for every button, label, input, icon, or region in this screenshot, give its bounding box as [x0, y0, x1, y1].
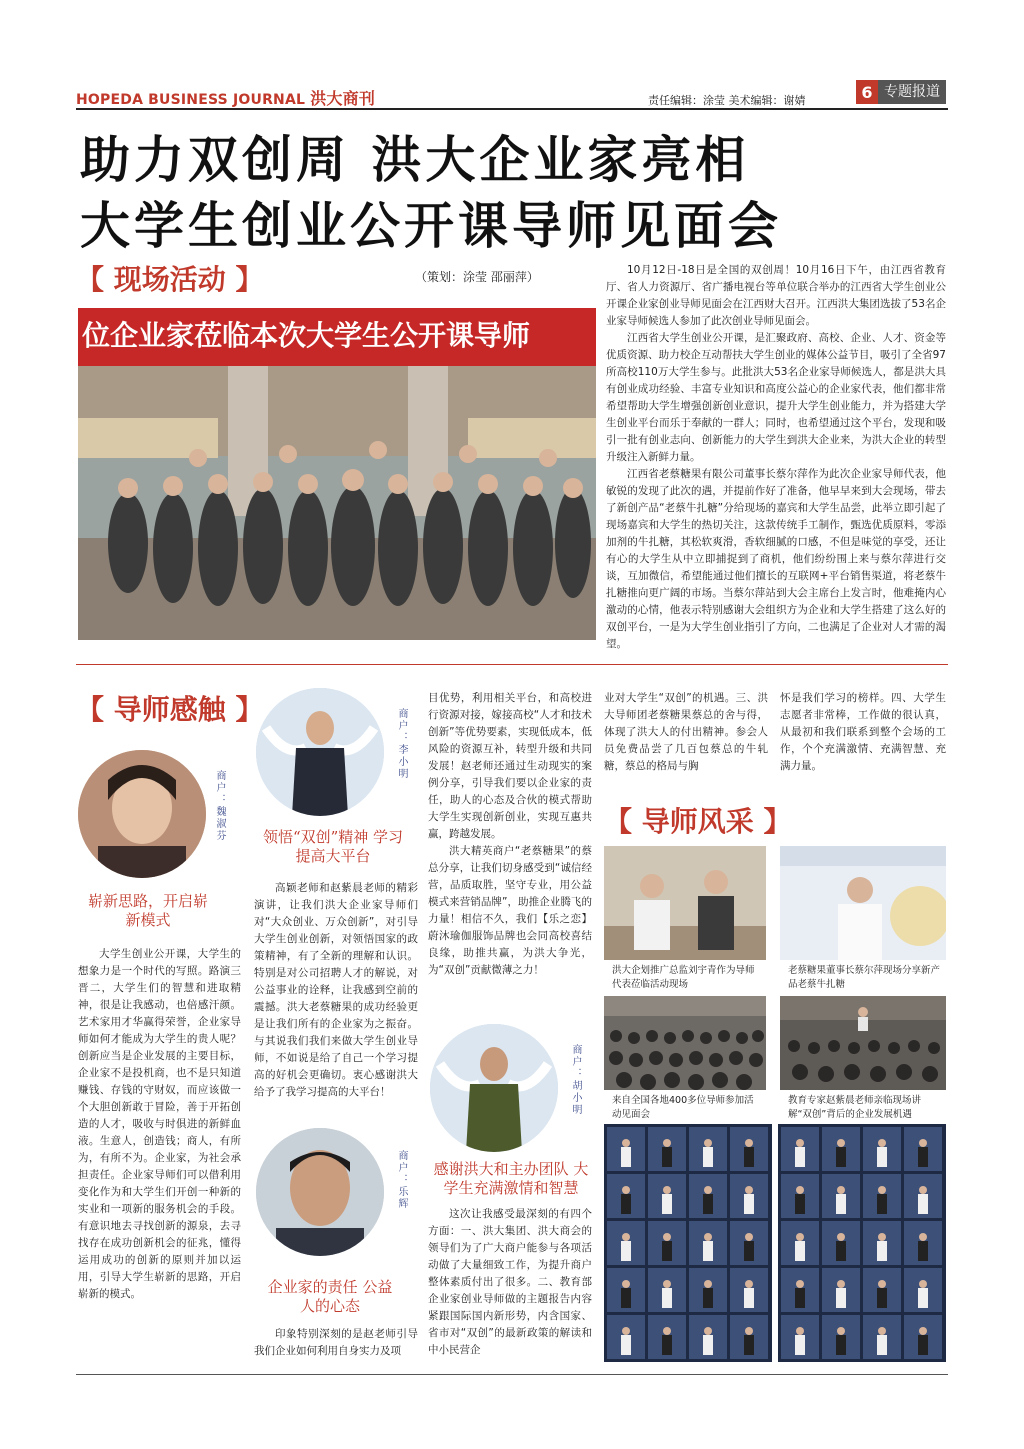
article-continued: [428, 690, 592, 979]
mentor-thumbnail: [648, 1174, 686, 1218]
credits: （策划：涂莹 邵丽萍）: [415, 270, 539, 284]
portrait-illustration: [256, 1128, 384, 1256]
paragraph: 目优势，利用相关平台，和高校进行资源对接，嫁接高校“人才和技术创新”等优势要素，实现低成本，低风险的资源互补，转型升级和共同发展！赵老师还通过生动现实的案例分享，引导我们要以企业家的责任，助人的心态及合伙的模式帮助大学生实现创新创业，实现互惠共赢，跨越发展。: [428, 692, 592, 840]
live-paragraph-3: 江西省老蔡糖果有限公司董事长蔡尔萍作为此次企业家导师代表，他敏锐的发现了此次的遇，并提前作好了准备，他早早来到大会现场，带去了新创产品“老蔡牛扎糖”分给现场的嘉宾和大学生品尝，此举立即引起了现场嘉宾和大学生的热切关注，这款传统手工制作，甄选优质原料，零添加剂的牛扎糖，其松软爽滑，香软细腻的口感，不但是味觉的享受，还让有心的大学生从中立即捕捉到了商机，他们纷纷围上来与蔡尔萍进行交谈，互加微信，希望能通过他们擅长的互联网+平台销售渠道，将老蔡牛扎糖推向更广阔的市场。当蔡尔萍站到大会主席台上发言时，他难掩内心激动的心情，他表示特别感谢大会组织方为企业和大学生搭建了这么好的双创平台，一是为大学生创业指引了方向，二也满足了企业对人才需的渴望。: [606, 468, 946, 650]
portrait-wei-shufen: [78, 750, 206, 878]
header-rule: [76, 108, 948, 110]
mentor-thumbnail: [904, 1127, 942, 1171]
mentor-thumbnail: [863, 1268, 901, 1312]
portrait-illustration: [256, 688, 384, 816]
section-divider: [76, 664, 948, 665]
group-photo-illustration: [78, 308, 596, 640]
mentor-thumbnail: [730, 1174, 768, 1218]
mentor-thumbnail: [822, 1127, 860, 1171]
mentor-thumbnail: [689, 1268, 727, 1312]
caption-zhao-zichen: 教育专家赵紫晨老师亲临现场讲解“双创”背后的企业发展机遇: [788, 1095, 922, 1120]
page-number: 6: [856, 80, 878, 104]
mentor-thumbnail: [607, 1174, 645, 1218]
headline-le-hui: 企业家的责任 公益人的心态: [267, 1278, 393, 1315]
mentor-thumbnail: [607, 1127, 645, 1171]
article-le-hui: [254, 1326, 418, 1360]
mentor-thumbnail: [863, 1221, 901, 1265]
page-indicator: [856, 80, 946, 104]
paragraph: 大学生创业公开课，大学生的想象力是一个时代的写照。路演三晋二，大学生们的智慧和进取精神，很是让我感动，也倍感汗颜。艺术家用才华赢得荣誉，企业家导师如何才能成为大学生的贵人呢？创新应当是企业发展的主要目标，企业家不是投机商，也不是只知道赚钱、存钱的守财奴，而应该做一个大胆创新敢于冒险，善于开拓创造的人才，吸收与时俱进的新鲜血液。生意人，创造钱；商人，有所为，有所不为。企业家，为社会承担责任。企业家导师们可以借利用变化作为和大学生们开创一种新的实业和一项新的服务机会的手段。有意识地去寻找创新的源泉，去寻找存在成功创新机会的征兆，懂得运用成功的创新的原则并加以运用，引导大学生崭新的思路，开启崭新的模式。: [78, 948, 241, 1300]
caption-audience: 来自全国各地400多位导师参加活动见面会: [612, 1095, 754, 1120]
live-paragraph-2: 江西省大学生创业公开课，是汇聚政府、高校、企业、人才、资金等优质资源、助力校企互动帮扶大学生创业的媒体公益节目，吸引了全省97所高校110万大学生参与。此批洪大53名企业家导师候选人，都是洪大具有创业成功经验、丰富专业知识和高度公益心的企业家代表，他们都非常希望帮助大学生增强创新创业意识，提升大学生创业能力，并为搭建大学生创业平台而乐于奉献的一群人；同时，也希望通过这个平台，发现和吸引一批有创业志向、创新能力的大学生到洪大企业来，为洪大企业的转型升级注入新鲜力量。: [606, 332, 946, 463]
banner-text: 位企业家莅临本次大学生公开课导师: [82, 319, 531, 352]
mentor-thumbnail: [730, 1315, 768, 1359]
photo-cai-erping: [780, 846, 946, 960]
mentor-thumbnail: [781, 1268, 819, 1312]
mentor-thumbnail: [822, 1315, 860, 1359]
mentor-thumbnail: [781, 1221, 819, 1265]
mentor-photo-grid-right: [778, 1124, 946, 1362]
article-column-4: [604, 690, 768, 775]
title-line-1: 助力双创周 洪大企业家亮相: [80, 131, 750, 189]
live-article: [606, 262, 946, 653]
mentor-photo-grid-left: [604, 1124, 772, 1362]
label-wei-shufen: 商户：魏淑芬: [214, 770, 225, 842]
mentor-thumbnail: [822, 1268, 860, 1312]
headline-li-xiaoming: 领悟“双创”精神 学习提高大平台: [262, 828, 404, 865]
article-column-5: [780, 690, 946, 775]
article-wei-shufen: [78, 946, 241, 1303]
article-hu-xiaoming: [428, 1206, 592, 1359]
mentor-thumbnail: [607, 1221, 645, 1265]
paragraph: 高颖老师和赵紫晨老师的精彩演讲，让我们洪大企业家导师们对“大众创业、万众创新”，对引导大学生创业创新，对领悟国家的政策精神，有了全新的理解和认识。特别是对公司招聘人才的解说，对公益事业的诠释，让我感到空前的震撼。洪大老蔡糖果的成功经验更是让我们所有的企业家为之振奋。与其说我们我们来做大学生创业导师，不如说是给了自己一个学习提高的好机会更确切。衷心感谢洪大给予了我学习提高的大平台！: [254, 882, 418, 1098]
mentor-thumbnail: [648, 1315, 686, 1359]
mentor-thumbnail: [607, 1315, 645, 1359]
mentor-thumbnail: [822, 1221, 860, 1265]
caption-cai-erping: 老蔡糖果董事长蔡尔萍现场分享新产品老蔡牛扎糖: [788, 965, 941, 990]
portrait-hu-xiaoming: [430, 1024, 558, 1152]
brand-english: HOPEDA BUSINESS JOURNAL: [76, 92, 306, 108]
photo-zhao-zichen: [780, 996, 946, 1090]
mentor-thumbnail: [904, 1268, 942, 1312]
photo-illustration: [604, 846, 766, 960]
label-hu-xiaoming: 商户：胡小明: [570, 1044, 581, 1116]
mentor-thumbnail: [689, 1127, 727, 1171]
group-photo: [78, 308, 596, 640]
portrait-li-xiaoming: [256, 688, 384, 816]
mentor-thumbnail: [904, 1221, 942, 1265]
mentor-thumbnail: [689, 1315, 727, 1359]
mentor-grid-illustration: [604, 1124, 772, 1362]
headline-hu-xiaoming: 感谢洪大和主办团队 大学生充满激情和智慧: [433, 1160, 589, 1197]
mentor-thumbnail: [730, 1221, 768, 1265]
mentor-thumbnail: [781, 1127, 819, 1171]
section-heading-live: 【 现场活动 】: [76, 263, 264, 296]
mentor-thumbnail: [904, 1174, 942, 1218]
live-paragraph-1: 10月12日-18日是全国的双创周！10月16日下午，由江西省教育厅、省人力资源厅、省广播电视台等单位联合举办的江西省大学生创业公开课企业家创业导师见面会在江西财大召开。江西洪大集团选拔了53名企业家导师候选人参加了此次创业导师见面会。: [606, 264, 946, 327]
photo-liu-yuqing: [604, 846, 766, 960]
mentor-thumbnail: [863, 1127, 901, 1171]
paragraph: 洪大精英商户“老蔡糖果”的蔡总分享，让我们切身感受到“诚信经营，品质取胜，坚守专业，用公益模式来营销品牌”，助推企业腾飞的力量！相信不久，我们【乐之恋】蔚沐瑜伽服饰品牌也会同高校喜结良缘，助推共赢，为洪大争光，为“双创”贡献微薄之力！: [428, 845, 592, 976]
caption-liu-yuqing: 洪大企划推广总监刘宇青作为导师代表莅临活动现场: [612, 965, 755, 990]
photo-illustration: [780, 846, 946, 960]
mentor-thumbnail: [730, 1268, 768, 1312]
mentor-thumbnail: [648, 1221, 686, 1265]
mentor-thumbnail: [863, 1315, 901, 1359]
mentor-thumbnail: [689, 1174, 727, 1218]
mentor-thumbnail: [904, 1315, 942, 1359]
portrait-illustration: [78, 750, 206, 878]
photo-illustration: [604, 996, 766, 1090]
paragraph: 怀是我们学习的榜样。四、大学生志愿者非常棒，工作做的很认真，从最初和我们联系到整个会场的工作，个个充满激情、充满智慧、充满力量。: [780, 692, 946, 772]
section-tag: 专题报道: [878, 80, 946, 104]
portrait-illustration: [430, 1024, 558, 1152]
label-li-xiaoming: 商户：李小明: [396, 708, 407, 780]
photo-illustration: [780, 996, 946, 1090]
article-li-xiaoming: [254, 880, 418, 1101]
photo-audience: [604, 996, 766, 1090]
label-le-hui: 商户：乐辉: [396, 1150, 407, 1210]
brand: [76, 86, 375, 109]
mentor-thumbnail: [730, 1127, 768, 1171]
paragraph: 这次让我感受最深刻的有四个方面：一、洪大集团、洪大商会的领导们为了广大商户能参与各项活动做了大量细致工作，为提升商户整体素质付出了很多。二、教育部企业家创业导师做的主题报告内容紧跟国际国内新形势，内含国家、省市对“双创”的最新政策的解读和中小民营企: [428, 1208, 592, 1356]
paragraph: 印象特别深刻的是赵老师引导我们企业如何利用自身实力及项: [254, 1328, 418, 1357]
mentor-thumbnail: [781, 1174, 819, 1218]
mentor-thumbnail: [648, 1268, 686, 1312]
section-heading-mentors: 【 导师感触 】: [76, 693, 264, 726]
mentor-thumbnail: [689, 1221, 727, 1265]
mentor-grid-illustration: [778, 1124, 946, 1362]
mentor-thumbnail: [822, 1174, 860, 1218]
mentor-thumbnail: [648, 1127, 686, 1171]
section-heading-gallery: 【 导师风采 】: [604, 805, 792, 838]
mentor-thumbnail: [863, 1174, 901, 1218]
paragraph: 业对大学生“双创”的机遇。三、洪大导师团老蔡糖果蔡总的舍与得，体现了洪大人的付出精神。参会人员免费品尝了几百包蔡总的牛轧糖，蔡总的格局与胸: [604, 692, 768, 772]
mentor-thumbnail: [607, 1268, 645, 1312]
headline-wei-shufen: 崭新思路，开启崭新模式: [88, 892, 209, 929]
footer-rule: [76, 1374, 948, 1375]
brand-chinese: 洪大商刊: [310, 89, 376, 108]
title-line-2: 大学生创业公开课导师见面会: [80, 197, 782, 255]
editors-line: 责任编辑：涂莹 美术编辑：谢婧: [648, 94, 806, 107]
mentor-thumbnail: [781, 1315, 819, 1359]
portrait-le-hui: [256, 1128, 384, 1256]
